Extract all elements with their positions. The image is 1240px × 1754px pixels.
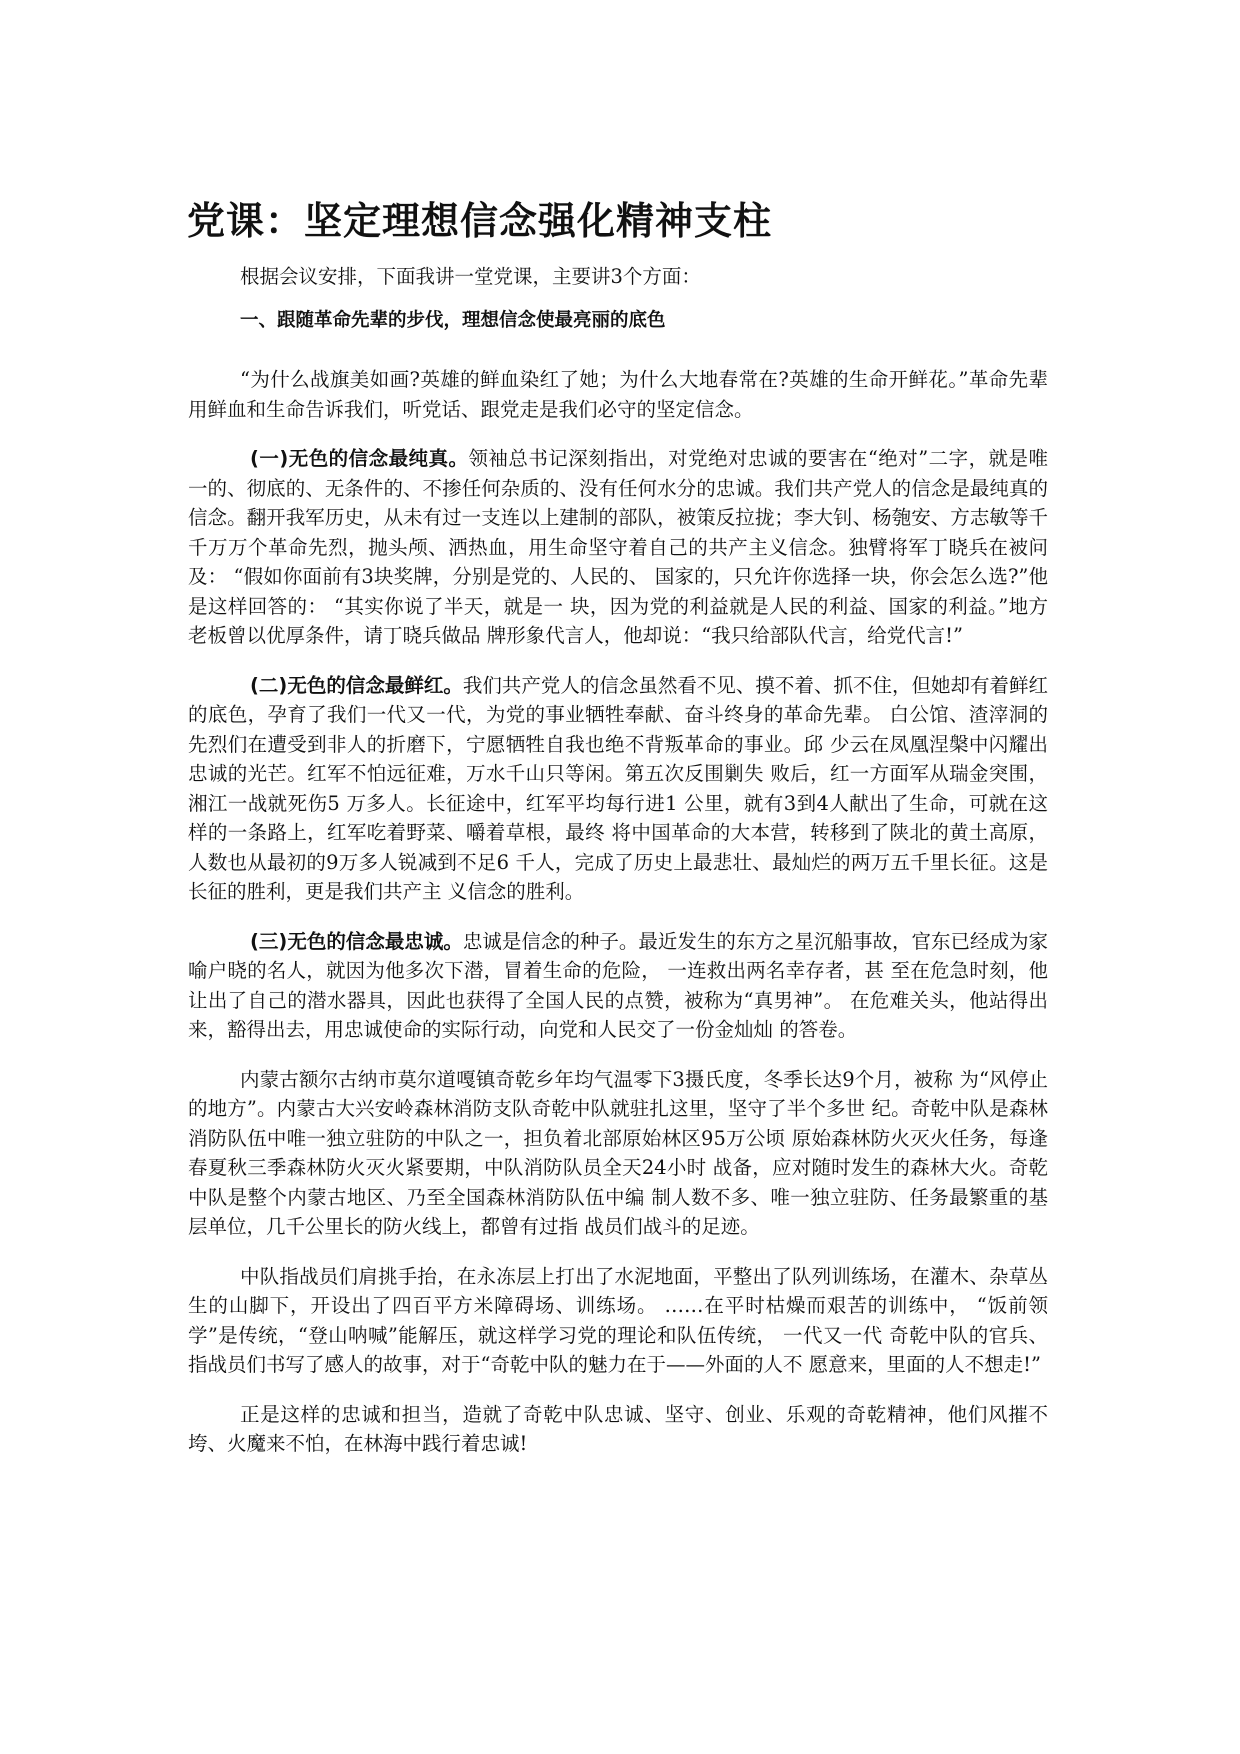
section-heading: 一、跟随革命先辈的步伐，理想信念使最亮丽的底色 (240, 309, 666, 331)
subsection-2-heading: (二)无色的信念最鲜红。 (250, 673, 463, 697)
page-title: 党课：坚定理想信念强化精神支柱 (187, 199, 773, 243)
subsection-1-heading: (一)无色的信念最纯真。 (250, 447, 469, 470)
closing-paragraph: 正是这样的忠诚和担当，造就了奇乾中队忠诚、坚守、创业、乐观的奇乾精神，他们风摧不垮、火魔来不怕，在林海中践行着忠诚! (188, 1402, 1048, 1455)
document-body (188, 262, 1048, 1479)
subsection-2-text: 我们共产党人的信念虽然看不见、摸不着、抓不住，但她却有着鲜红的底色，孕育了我们一代又一代，为党的事业牺牲奉献、奋斗终身的革命先辈。 白公馆、渣滓洞的先烈们在遭受到非人的折磨下，宁愿牺牲自我也绝不背叛革命的事业。邱 少云在凤凰涅槃中闪耀出忠诚的光芒。红军不怕远征难，万水千山只等闲。第五次反围剿失 败后，红一方面军从瑞金突围，湘江一战就死伤5 万多人。长征途中，红军平均每行进1 公里，就有3到4人献出了生命，可就在这样的一条路上，红军吃着野菜、嚼着草根，最终 将中国革命的大本营，转移到了陕北的黄土高原，人数也从最初的9万多人锐减到不足6 千人，完成了历史上最悲壮、最灿烂的两万五千里长征。这是长征的胜利，更是我们共产主 义信念的胜利。 (188, 673, 1048, 903)
qiqian-paragraph: 内蒙古额尔古纳市莫尔道嘎镇奇乾乡年均气温零下3摄氏度，冬季长达9个月，被称 为“风停止的地方”。内蒙古大兴安岭森林消防支队奇乾中队就驻扎这里，坚守了半个多世 纪。奇乾中队是森林消防队伍中唯一独立驻防的中队之一，担负着北部原始林区95万公顷 原始森林防火灭火任务，每逢春夏秋三季森林防火灭火紧要期，中队消防队员全天24小时 战备，应对随时发生的森林大火。奇乾中队是整个内蒙古地区、乃至全国森林消防队伍中编 制人数不多、唯一独立驻防、任务最繁重的基层单位，几千公里长的防火线上，都曾有过指 战员们战斗的足迹。 (188, 1067, 1048, 1238)
subsection-1 (188, 444, 1048, 651)
subsection-3-heading: (三)无色的信念最忠诚。 (250, 929, 463, 953)
intro-paragraph: 根据会议安排，下面我讲一堂党课，主要讲3个方面： (240, 265, 701, 288)
subsection-3 (188, 927, 1048, 1045)
subsection-3-text: 忠诚是信念的种子。最近发生的东方之星沉船事故，官东已经成为家喻户晓的名人，就因为他多次下潜，冒着生命的危险， 一连救出两名幸存者，甚 至在危急时刻，他让出了自己的潜水器具，因此也获得了全国人民的点赞，被称为“真男神”。 在危难关头，他站得出来，豁得出去，用忠诚使命的实际行动，向党和人民交了一份金灿灿 的答卷。 (188, 929, 1048, 1041)
quote-paragraph: “为什么战旗美如画?英雄的鲜血染红了她；为什么大地春常在?英雄的生命开鲜花。”革命先辈用鲜血和生命告诉我们，听党话、跟党走是我们必守的坚定信念。 (188, 368, 1048, 421)
subsection-2 (188, 671, 1048, 907)
training-paragraph: 中队指战员们肩挑手抬，在永冻层上打出了水泥地面，平整出了队列训练场，在灌木、杂草丛生的山脚下，开设出了四百平方米障碍场、训练场。 ……在平时枯燥而艰苦的训练中， “饭前领学”是传统，“登山呐喊”能解压，就这样学习党的理论和队伍传统， 一代又一代 奇乾中队的官兵、指战员们书写了感人的故事，对于“奇乾中队的魅力在于——外面的人不 愿意来，里面的人不想走!” (188, 1264, 1048, 1376)
subsection-1-text: 领袖总书记深刻指出，对党绝对忠诚的要害在“绝对”二字，就是唯一的、彻底的、无条件的、不掺任何杂质的、没有任何水分的忠诚。我们共产党人的信念是最纯真的信念。翻开我军历史，从未有过一支连以上建制的部队，被策反拉拢；李大钊、杨匏安、方志敏等千千万万个革命先烈，抛头颅、洒热血，用生命坚守着自己的共产主义信念。独臂将军丁晓兵在被问及： “假如你面前有3块奖牌，分别是党的、人民的、 国家的，只允许你选择一块，你会怎么选?”他是这样回答的： “其实你说了半天，就是一 块，因为党的利益就是人民的利益、国家的利益。”地方老板曾以优厚条件，请丁晓兵做品 牌形象代言人，他却说：“我只给部队代言，给党代言!” (188, 447, 1048, 647)
